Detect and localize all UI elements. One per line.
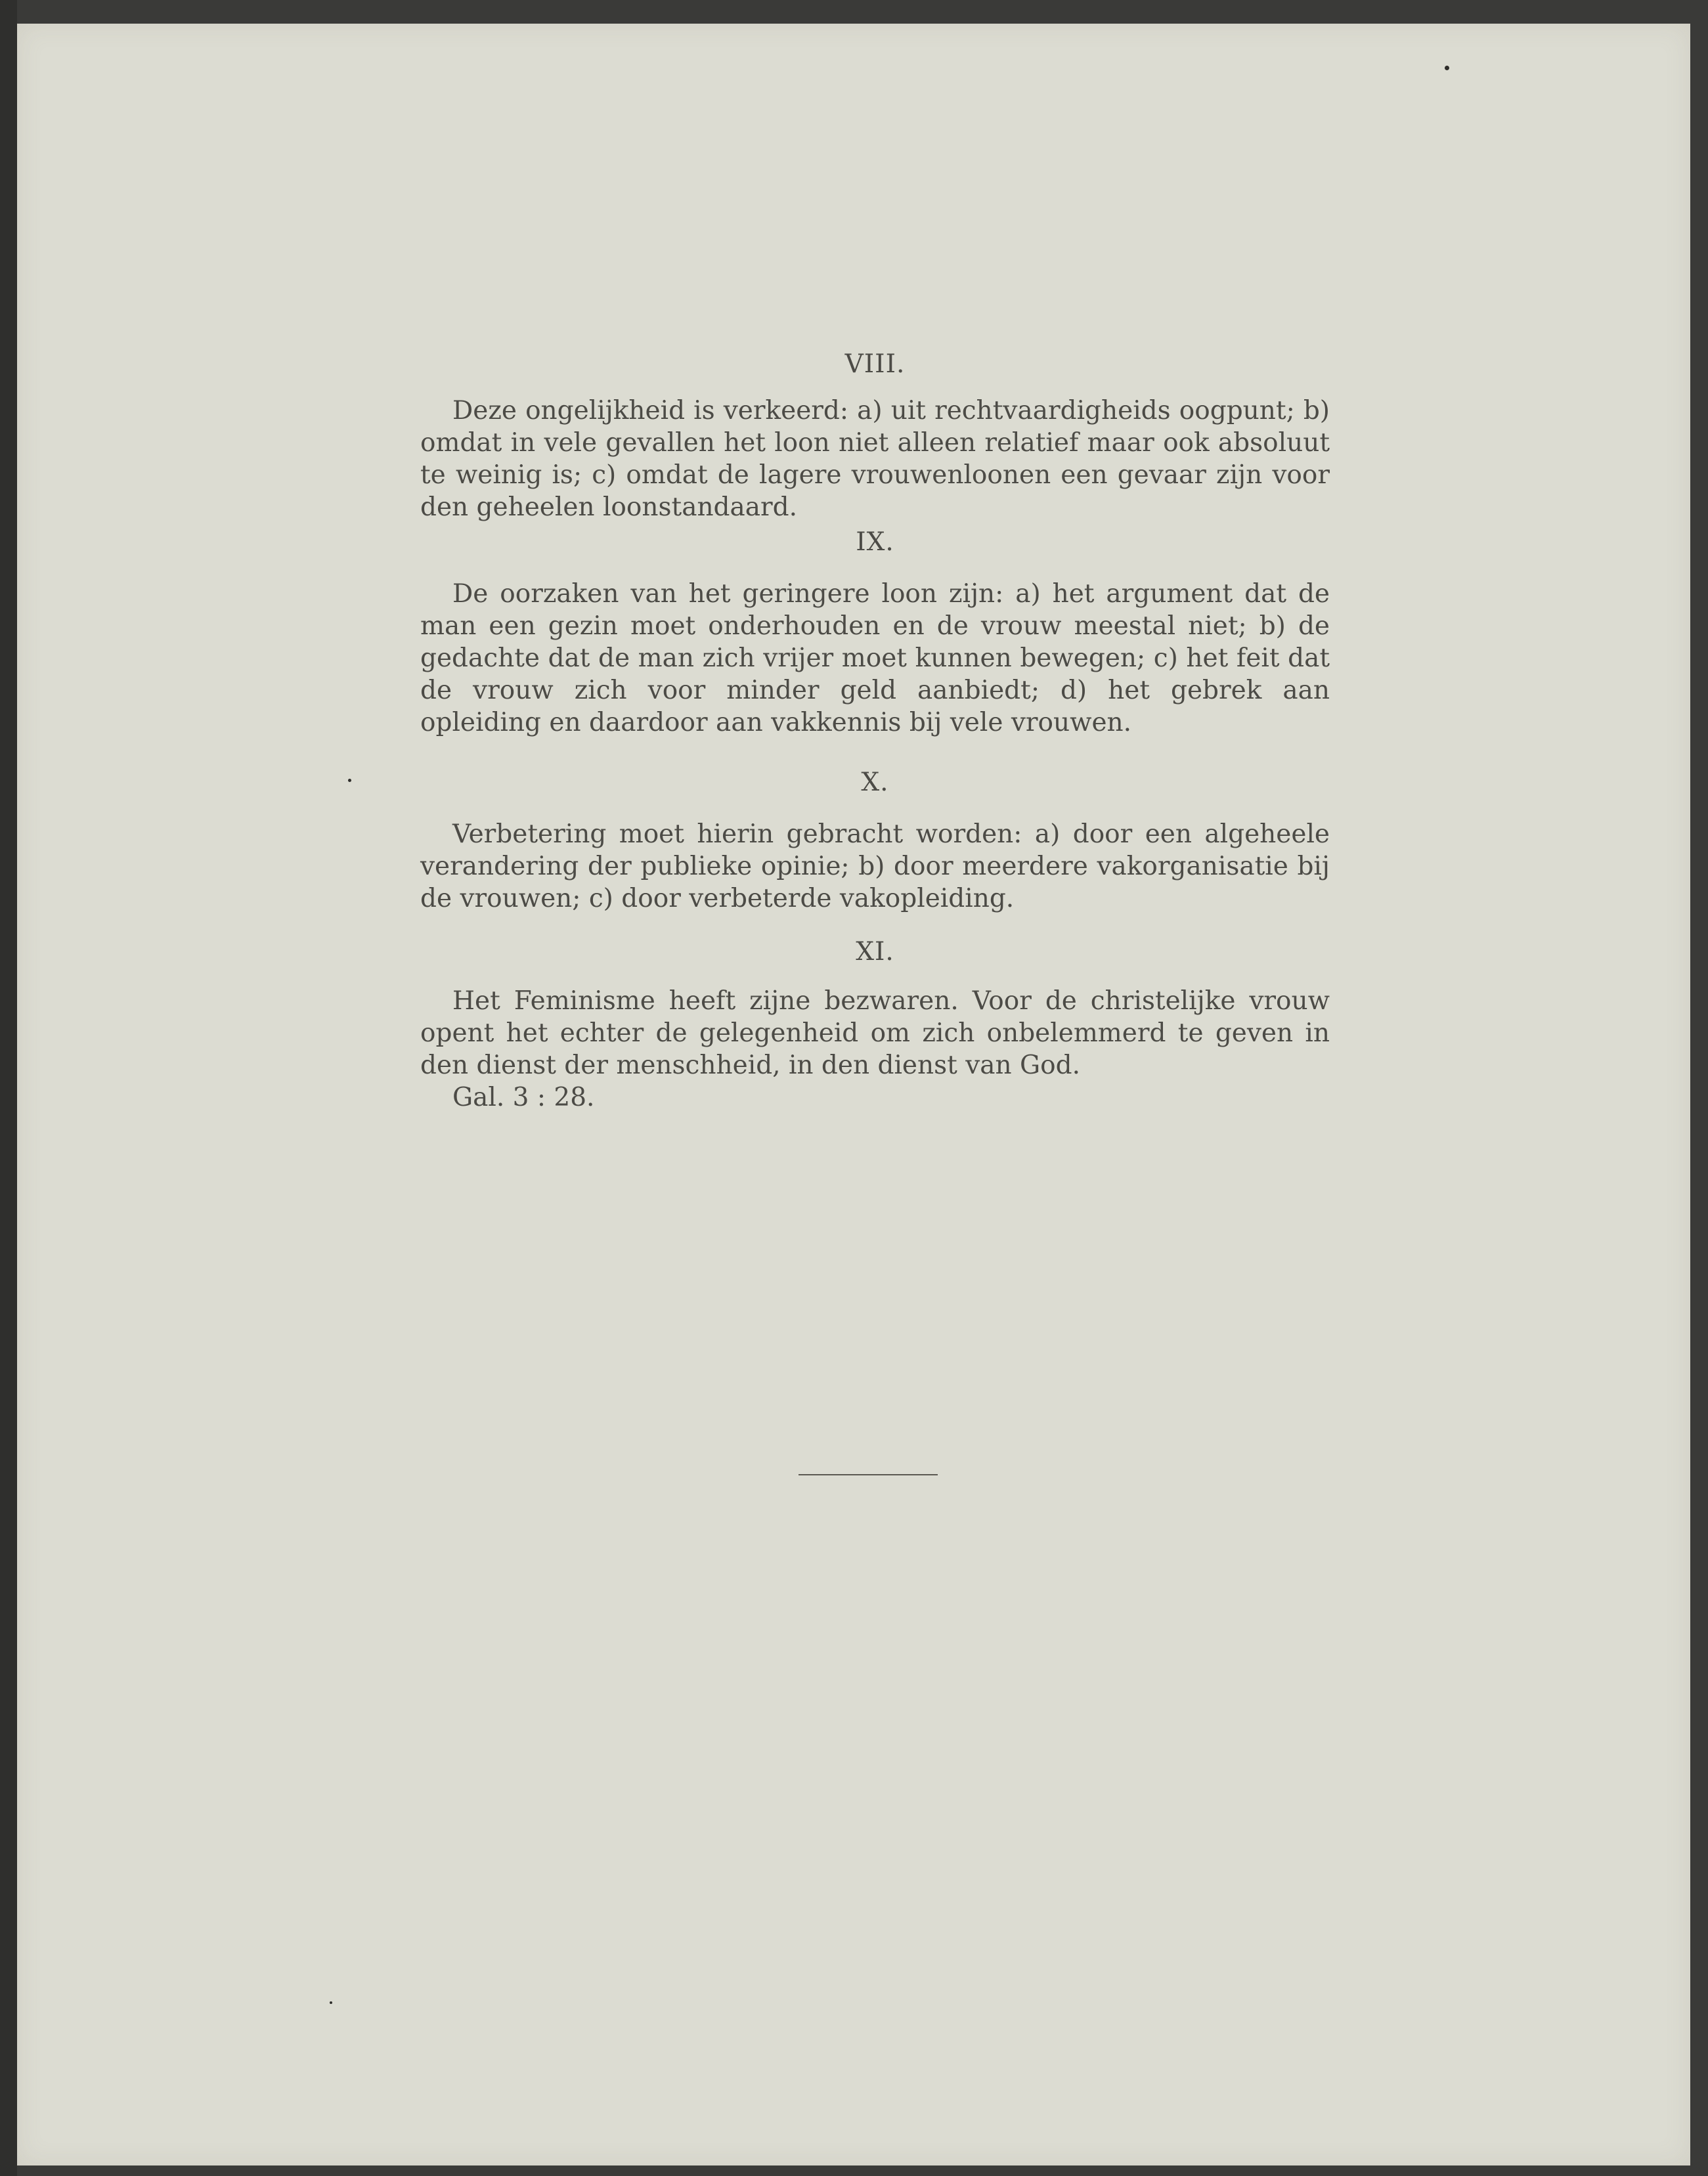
paper-speck xyxy=(348,779,351,782)
section-text-viii: Deze ongelijkheid is verkeerd: a) uit rechtvaardigheids oogpunt; b) omdat in vele gevallen het loon niet alleen relatief maar ook absoluut te weinig is; c) omdat de lagere vrouwenloonen een gevaar zijn voor den geheelen loonstandaard. xyxy=(420,396,1330,522)
document-body xyxy=(420,348,1330,1114)
paper-speck xyxy=(1445,66,1449,70)
scan-background-edge xyxy=(0,0,17,2176)
paper-speck xyxy=(330,2001,332,2004)
section-heading-viii: VIII. xyxy=(844,349,906,379)
section-text-xi: Het Feminisme heeft zijne bezwaren. Voor de christelijke vrouw opent het echter de gelegenheid om zich onbelemmerd te geven in den dienst der menschheid, in den dienst van God. xyxy=(420,986,1330,1080)
section-heading-xi: XI. xyxy=(856,937,894,967)
section-text-ix: De oorzaken van het geringere loon zijn: a) het argument dat de man een gezin moet onderhouden en de vrouw meestal niet; b) de gedachte dat de man zich vrijer moet kunnen bewegen; c) het feit dat de vrouw zich voor minder geld aanbiedt; d) het gebrek aan opleiding en daardoor aan vakkennis bij vele vrouwen. xyxy=(420,579,1330,737)
section-text-x: Verbetering moet hierin gebracht worden: a) door een algeheele verandering der publieke opinie; b) door meerdere vakorganisatie bij de vrouwen; c) door verbeterde vakopleiding. xyxy=(420,819,1330,913)
bible-citation: Gal. 3 : 28. xyxy=(452,1083,595,1112)
end-rule-divider xyxy=(799,1474,938,1475)
section-heading-ix: IX. xyxy=(856,527,894,557)
section-heading-x: X. xyxy=(861,768,889,797)
